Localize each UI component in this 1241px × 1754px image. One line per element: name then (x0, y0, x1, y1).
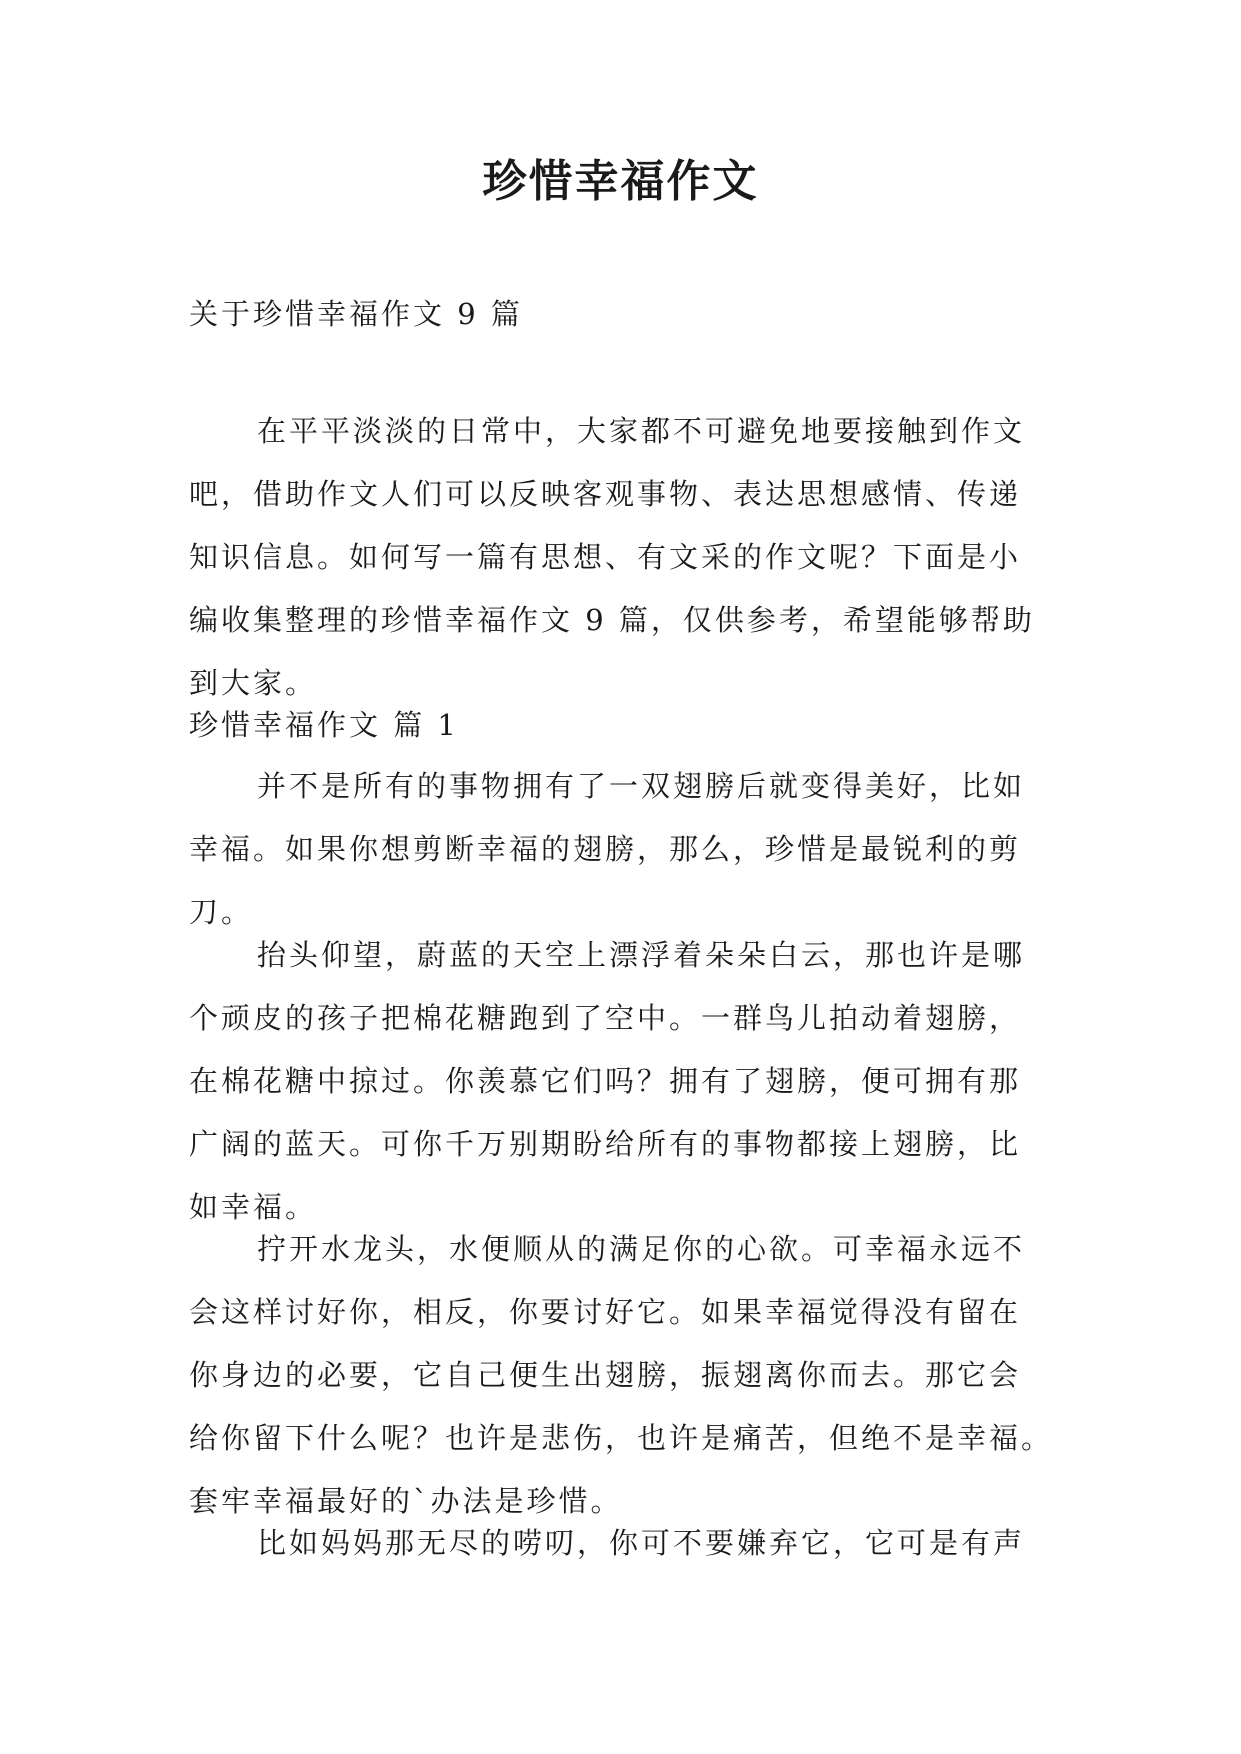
text-line: 你身边的必要，它自己便生出翅膀，振翅离你而去。那它会 (189, 1358, 1022, 1392)
text-line: 如幸福。 (189, 1190, 318, 1224)
text-line: 编收集整理的珍惜幸福作文 9 篇，仅供参考，希望能够帮助 (189, 603, 1035, 637)
text-line: 到大家。 (189, 666, 318, 700)
essay-paragraph (189, 1512, 1069, 1575)
page-title: 珍惜幸福作文 (482, 156, 759, 207)
text-line: 在棉花糖中掠过。你羡慕它们吗？拥有了翅膀，便可拥有那 (189, 1064, 1022, 1098)
essay-paragraph (189, 924, 1069, 1239)
intro-paragraph (189, 400, 1069, 715)
text-line: 比如妈妈那无尽的唠叨，你可不要嫌弃它，它可是有声 (257, 1526, 1026, 1560)
text-line: 广阔的蓝天。可你千万别期盼给所有的事物都接上翅膀，比 (189, 1127, 1022, 1161)
section-heading (189, 694, 1069, 757)
text-line: 给你留下什么呢？也许是悲伤，也许是痛苦，但绝不是幸福。 (189, 1421, 1054, 1455)
text-line: 会这样讨好你，相反，你要讨好它。如果幸福觉得没有留在 (189, 1295, 1022, 1329)
text-line: 在平平淡淡的日常中，大家都不可避免地要接触到作文 (257, 414, 1026, 448)
subtitle-text: 关于珍惜幸福作文 9 篇 (189, 297, 523, 331)
text-line: 拧开水龙头，水便顺从的满足你的心欲。可幸福永远不 (257, 1232, 1026, 1266)
document-subtitle (189, 283, 1069, 346)
section-heading-text: 珍惜幸福作文 篇 1 (189, 708, 459, 742)
text-line: 吧，借助作文人们可以反映客观事物、表达思想感情、传递 (189, 477, 1022, 511)
text-line: 并不是所有的事物拥有了一双翅膀后就变得美好，比如 (257, 769, 1026, 803)
text-line: 知识信息。如何写一篇有思想、有文采的作文呢？下面是小 (189, 540, 1022, 574)
text-line: 个顽皮的孩子把棉花糖跑到了空中。一群鸟儿拍动着翅膀， (189, 1001, 1022, 1035)
text-line: 抬头仰望，蔚蓝的天空上漂浮着朵朵白云，那也许是哪 (257, 938, 1026, 972)
text-line: 套牢幸福最好的`办法是珍惜。 (189, 1484, 623, 1518)
essay-paragraph (189, 1218, 1069, 1533)
text-line: 幸福。如果你想剪断幸福的翅膀，那么，珍惜是最锐利的剪 (189, 832, 1022, 866)
text-line: 刀。 (189, 895, 254, 929)
essay-paragraph (189, 755, 1069, 944)
